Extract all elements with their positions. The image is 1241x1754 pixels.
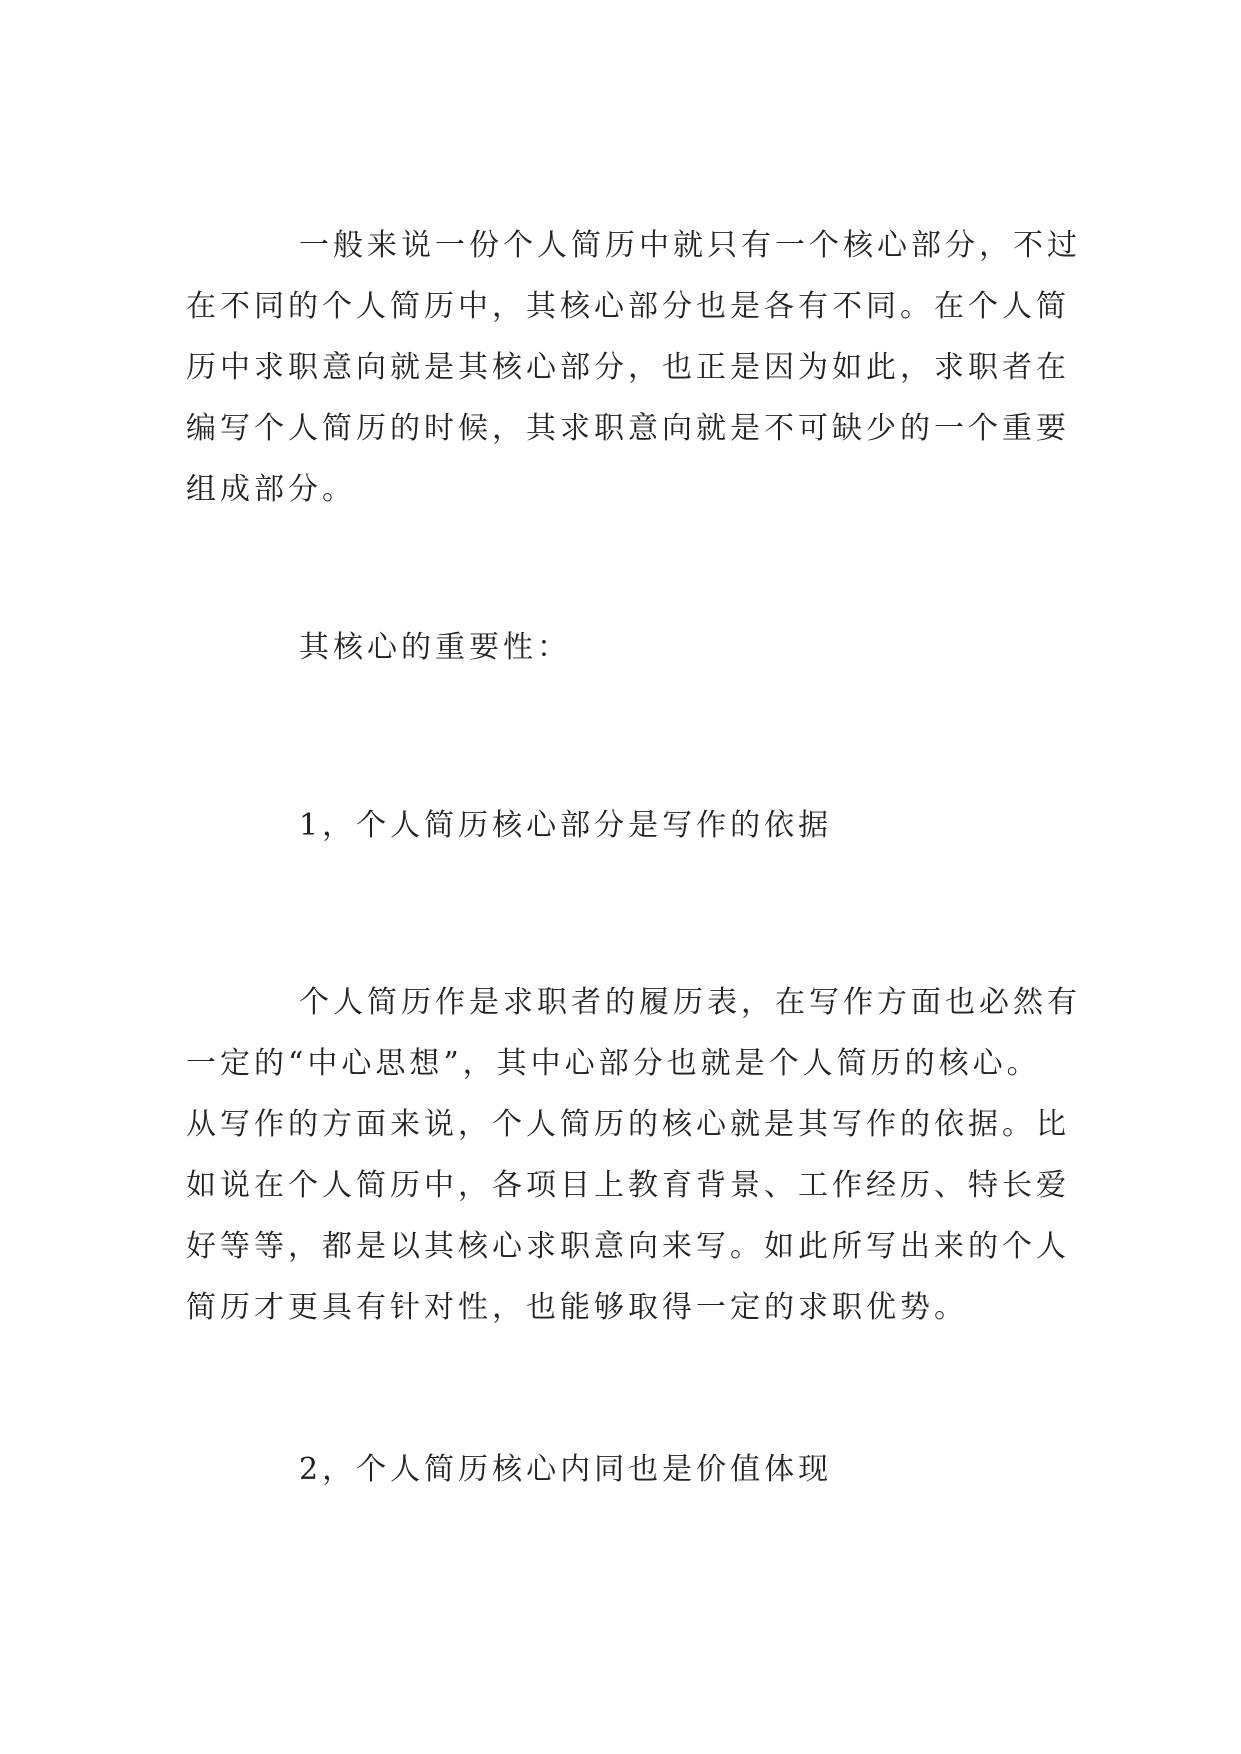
intro-paragraph xyxy=(186,215,1081,520)
paragraph-line: 如说在个人简历中，各项目上教育背景、工作经历、特长爱 xyxy=(186,1168,1070,1203)
importance-heading xyxy=(186,617,1056,678)
point-1-heading xyxy=(186,795,1056,856)
paragraph-line: 好等等，都是以其核心求职意向来写。如此所写出来的个人 xyxy=(186,1229,1070,1264)
heading-text: 其核心的重要性： xyxy=(299,630,571,665)
paragraph-line: 从写作的方面来说，个人简历的核心就是其写作的依据。比 xyxy=(186,1107,1070,1142)
heading-text: 1，个人简历核心部分是写作的依据 xyxy=(299,808,833,843)
paragraph-line: 组成部分。 xyxy=(186,472,356,507)
point-1-paragraph xyxy=(186,972,1081,1338)
paragraph-line: 一般来说一份个人简历中就只有一个核心部分，不过 xyxy=(299,228,1081,263)
point-2-heading xyxy=(186,1439,1056,1500)
paragraph-line: 个人简历作是求职者的履历表，在写作方面也必然有 xyxy=(299,985,1081,1020)
paragraph-line: 编写个人简历的时候，其求职意向就是不可缺少的一个重要 xyxy=(186,411,1070,446)
heading-text: 2，个人简历核心内同也是价值体现 xyxy=(299,1452,833,1487)
paragraph-line: 在不同的个人简历中，其核心部分也是各有不同。在个人简 xyxy=(186,289,1070,324)
paragraph-line: 历中求职意向就是其核心部分，也正是因为如此，求职者在 xyxy=(186,350,1070,385)
paragraph-line: 一定的“中心思想”，其中心部分也就是个人简历的核心。 xyxy=(186,1046,1041,1081)
paragraph-line: 简历才更具有针对性，也能够取得一定的求职优势。 xyxy=(186,1290,968,1325)
